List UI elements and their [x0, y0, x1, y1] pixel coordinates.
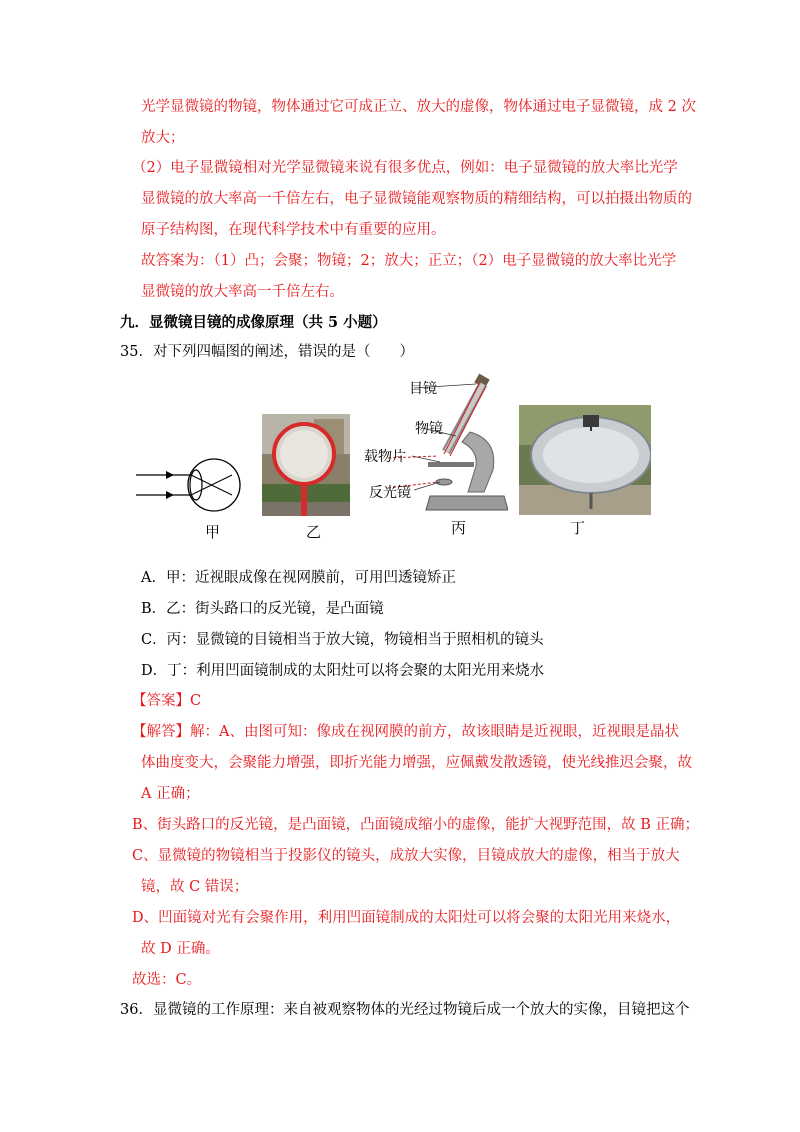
figure-caption-ding: 丁 [570, 519, 586, 537]
question-36-stem: 36．显微镜的工作原理：来自被观察物体的光经过物镜后成一个放大的实像，目镜把这个 [120, 1002, 690, 1018]
top-text-line: 显微镜的放大率高一千倍左右，电子显微镜能观察物质的精细结构，可以拍摄出物质的 [141, 191, 692, 207]
analysis-line: D、凹面镜对光有会聚作用，利用凹面镜制成的太阳灶可以将会聚的太阳光用来烧水， [132, 910, 681, 926]
section-title: 九．显微镜目镜的成像原理（共 5 小题） [120, 314, 387, 331]
analysis-line: 镜，故 C 错误； [141, 879, 249, 895]
top-text-line: （2）电子显微镜相对光学显微镜来说有很多优点，例如：电子显微镜的放大率比光学 [132, 160, 678, 176]
label-objective: 物镜 [415, 421, 443, 437]
analysis-line: C、显微镜的物镜相当于投影仪的镜头，成放大实像，目镜成放大的虚像，相当于放大 [132, 848, 680, 864]
option-d: D．丁：利用凹面镜制成的太阳灶可以将会聚的太阳光用来烧水 [141, 663, 545, 679]
analysis-line: 故 D 正确。 [141, 941, 220, 957]
answer-label: 【答案】C [132, 693, 202, 709]
analysis-line: A 正确； [141, 786, 200, 802]
figure-caption-bing: 丙 [451, 519, 467, 537]
analysis-tag: 【解答】 [132, 724, 190, 740]
analysis-line: 体曲度变大，会聚能力增强，即折光能力增强，应佩戴发散透镜，使光线推迟会聚，故 [141, 755, 692, 771]
option-b: B．乙：街头路口的反光镜，是凸面镜 [141, 601, 384, 617]
top-text-line: 显微镜的放大率高一千倍左右。 [141, 284, 344, 300]
label-eyepiece: 目镜 [409, 381, 437, 397]
convex-mirror-photo [262, 414, 350, 516]
option-c: C．丙：显微镜的目镜相当于放大镜，物镜相当于照相机的镜头 [141, 632, 544, 648]
label-slide: 载物片 [364, 449, 406, 465]
label-mirror: 反光镜 [369, 485, 411, 501]
eye-diagram [136, 440, 246, 520]
question-35-stem: 35．对下列四幅图的阐述，错误的是（ ） [120, 344, 414, 360]
top-text-line: 故答案为：（1）凸；会聚；物镜；2；放大；正立；（2）电子显微镜的放大率比光学 [141, 253, 677, 269]
analysis-line [132, 722, 679, 742]
analysis-line: 故选：C。 [132, 972, 202, 988]
analysis-text: 解：A、由图可知：像成在视网膜的前方，故该眼睛是近视眼，近视眼是晶状 [190, 724, 679, 740]
analysis-line: B、街头路口的反光镜，是凸面镜，凸面镜成缩小的虚像，能扩大视野范围，故 B 正确； [132, 817, 700, 833]
top-text-line: 原子结构图，在现代科学技术中有重要的应用。 [141, 222, 446, 238]
figure-caption-jia: 甲 [205, 523, 221, 541]
option-a: A．甲：近视眼成像在视网膜前，可用凹透镜矫正 [141, 570, 456, 586]
solar-cooker-photo [519, 405, 651, 515]
top-text-line: 放大； [141, 130, 185, 146]
figure-caption-yi: 乙 [306, 523, 322, 541]
top-text-line: 光学显微镜的物镜，物体通过它可成正立、放大的虚像，物体通过电子显微镜，成 2 次 [141, 99, 696, 115]
